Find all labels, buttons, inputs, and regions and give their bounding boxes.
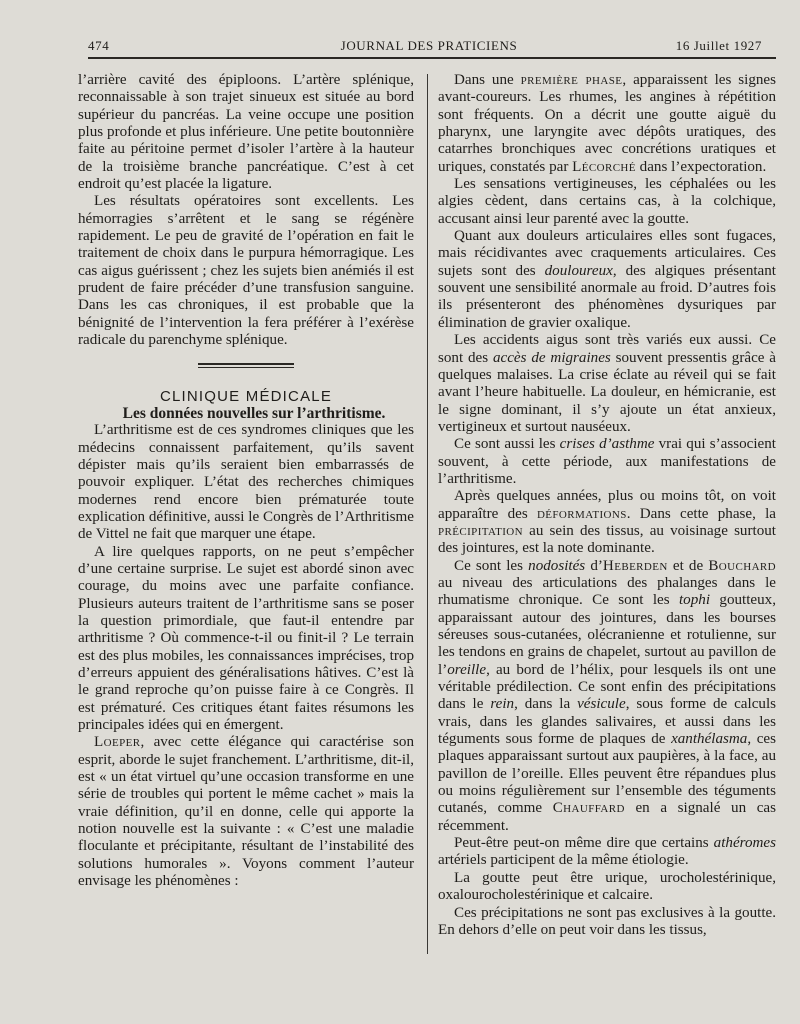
text-run: dans l’expectoration. — [635, 158, 767, 175]
text-run: Peut-être peut-on même dire que certains — [454, 835, 714, 852]
text-run: A lire quelques rapports, on ne peut s’empêcher d’une certaine surprise. Le sujet est abordé sinon avec courage, du moins avec une parfaite confiance. Plusieurs auteurs traitent de l’arthritisme sans se poser la question primordiale, que faut-il entendre par arthritisme ? Où commence-t-il ou finit-il ? Le terrain est des plus mobiles, les connaissances imprécises, trop d’erreurs appuient des généralisations hâtives. C’est là le grand reproche qu’on puisse faire à ce Congrès. Il est prématuré. Ces critiques étant faites résumons les principales idées qui en émergent. — [78, 543, 414, 734]
small-caps-run: Lécorché — [572, 158, 636, 175]
paragraph — [438, 870, 776, 905]
page-number: 474 — [88, 38, 110, 53]
italic-run: crises d’asthme — [559, 436, 655, 453]
left-column — [78, 72, 414, 890]
running-header — [88, 38, 770, 56]
paragraph — [438, 558, 776, 836]
text-run: Les sensations vertigineuses, les céphalées ou les algies cèdent, dans certains cas, à la colchique, accusant ainsi leur parenté avec la goutte. — [438, 176, 776, 227]
text-run: , sous forme de calculs vrais, dans les glandes salivaires, et aussi dans les téguments sous forme de plaques de — [438, 696, 777, 748]
paragraph — [78, 72, 414, 193]
paragraph — [438, 488, 776, 557]
text-run: Ce sont les — [454, 557, 529, 574]
italic-run: nodosités — [528, 557, 586, 574]
text-run: , au bord de l’hélix, pour lesquels ils ont une véritable prédilection. Ce sont enfin des précipitations dans le — [438, 661, 776, 713]
small-caps-run: précipitation — [438, 522, 523, 539]
issue-date: 16 Juillet 1927 — [675, 38, 762, 53]
left-paragraphs-before — [78, 72, 414, 350]
paragraph — [78, 193, 414, 349]
left-paragraphs-after — [78, 422, 414, 890]
paragraph — [438, 835, 776, 870]
text-run: artériels participent de la même étiologie. — [438, 852, 689, 869]
right-paragraphs — [438, 72, 776, 939]
paragraph — [438, 176, 776, 228]
italic-run: athéromes — [713, 835, 776, 852]
paragraph — [438, 228, 776, 332]
right-column — [438, 72, 776, 939]
text-run: et de — [667, 557, 709, 574]
paragraph — [438, 905, 776, 940]
text-run: , avec cette élégance qui caractérise son esprit, aborde le sujet franchement. L’arthritisme, dit-il, est « un état virtuel qu’une occasion transforme en une série de troubles qui portent le même cachet » mais la vraie définition, qu’il en donne, celle qui apporte la notion nouvelle est la suivante : « C’est une maladie floculante et précipitante, résultant de l’instabilité des solutions humorales ». Voyons comment l’auteur envisage les phénomènes : — [78, 734, 414, 890]
text-run: au sein des tissus, au voisinage surtout des jointures, est la note dominante. — [438, 522, 776, 557]
text-run: , des algiques présentant souvent une sensibilité anormale au froid. D’autres fois ils présenteront des phénomènes dysuriques par élimination de gravier oxalique. — [438, 262, 776, 331]
text-run: Les accidents aigus sont très variés eux aussi. Ce sont des — [438, 332, 776, 366]
text-run: souvent pressentis grâce à quelques malaises. La crise éclate au réveil qui se fait avant l’heure habituelle. La douleur, en hémicranie, est le signe dominant, il s’y ajoute un état anxieux, vertigineux et surtout nauséeux. — [438, 349, 777, 435]
text-run: Ce sont aussi les — [454, 436, 560, 453]
small-caps-run: Heberden — [602, 557, 668, 574]
journal-title: JOURNAL DES PRATICIENS — [340, 38, 518, 53]
text-run: goutteux, apparaissant autour des jointures, dans les bourses séreuses sous-cutanées, olécranienne et rotulienne, sur les tendons en grains de chapelet, surtout au pavillon de l’ — [438, 592, 776, 678]
section-rule — [198, 363, 294, 368]
italic-run: tophi — [678, 592, 711, 609]
small-caps-run: Bouchard — [708, 557, 776, 574]
small-caps-run: Loeper — [94, 734, 141, 751]
section-heading: CLINIQUE MÉDICALE — [159, 387, 333, 405]
text-run: l’arrière cavité des épiploons. L’artère splénique, reconnaissable à son trajet sinueux est située au bord supérieur du pancréas. La veine occupe une position plus profonde et plus inférieure. Une petite boutonnière faite au péritoine permet d’isoler l’artère à la hauteur de la troisième branche pancréatique. C’est à cet endroit qu’est placée la ligature. — [78, 72, 414, 193]
header-rule — [88, 57, 776, 59]
small-caps-run: déformations — [536, 505, 627, 522]
italic-run: accès de migraines — [492, 349, 611, 366]
text-run: La goutte peut être urique, urocholestérinique, oxalourocholestérinique et calcaire. — [438, 869, 776, 904]
text-run: en a signalé un cas récemment. — [438, 800, 776, 834]
paragraph — [438, 436, 776, 488]
italic-run: vésicule — [577, 696, 626, 713]
text-run: vrai qui s’associent souvent, à cette période, aux manifestations de l’arthritisme. — [438, 436, 776, 487]
paragraph — [438, 332, 776, 436]
text-run: d’ — [585, 557, 603, 574]
italic-run: oreille — [447, 661, 487, 678]
paragraph — [438, 72, 776, 176]
text-run: Dans une — [454, 72, 521, 88]
paragraph — [78, 422, 414, 543]
paragraph — [78, 734, 414, 890]
small-caps-run: première phase — [520, 72, 623, 88]
italic-run: xanthélasma — [671, 731, 748, 748]
column-divider — [427, 74, 428, 954]
text-run: Après quelques années, plus ou moins tôt, on voit apparaître des — [438, 488, 776, 522]
text-run: L’arthritisme est de ces syndromes cliniques que les médecins connaissent parfaitement, qu’ils savent dépister mais qu’ils seraient bien embarrassés de pouvoir expliquer. L’état des recherches chimiques modernes rend encore bien prématurée toute explication définitive, aussi le Congrès de l’Arthritisme de Vittel ne fait que marquer une étape. — [78, 422, 414, 543]
text-run: Ces précipitations ne sont pas exclusives à la goutte. En dehors d’elle on peut voir dans les tissus, — [438, 904, 776, 938]
text-run: Quant aux douleurs articulaires elles sont fugaces, mais récidivantes avec craquements articulaires. Ces sujets sont des — [438, 228, 776, 279]
italic-run: rein — [490, 696, 515, 713]
text-run: . Dans cette phase, la — [626, 505, 777, 522]
article-title: Les données nouvelles sur l’arthritisme. — [122, 404, 386, 422]
paragraph — [78, 544, 414, 735]
italic-run: douloureux — [544, 262, 613, 279]
text-run: , ces plaques apparaissant surtout aux paupières, à la face, au pavillon de l’oreille. Elles peuvent être répandues plus ou moins régulièrement sur l’ensemble des téguments cutanés, comme — [438, 731, 776, 817]
small-caps-run: Chauffard — [552, 800, 625, 817]
text-run: , dans la — [514, 696, 578, 713]
text-run: , apparaissent les signes avant-coureurs. Les rhumes, les angines à répétition sont fréquents. On a décrit une goutte aiguë du pharynx, une laryngite avec dépôts uratiques, des catarrhes bronchiques avec concrétions uratiques et uriques, constatés par — [438, 72, 776, 175]
text-run: au niveau des articulations des phalanges dans le rhumatisme chronique. Ce sont les — [438, 574, 776, 609]
text-run: Les résultats opératoires sont excellents. Les hémorragies s’arrêtent et le sang se régénère rapidement. Le peu de gravité de l’opération en fait le traitement de choix dans le purpura hémorragique. Les cas aigus guérissent ; chez les sujets bien anémiés il est prudent de faire précéder d’une transfusion sanguine. Dans les cas chroniques, il est probable que la bénignité de l’intervention la fera préférer à l’exérèse radicale du parenchyme splénique. — [78, 193, 414, 349]
